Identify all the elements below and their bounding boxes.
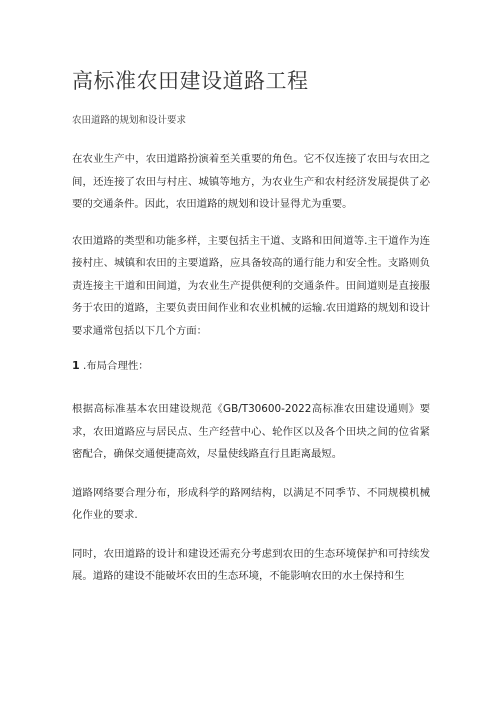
section-title: .布局合理性： (82, 360, 149, 372)
document-title: 高标准农田建设道路工程 (72, 69, 309, 93)
paragraph-standard: 根据高标准基本农田建设规范《GB/T30600-2022高标准农田建设通则》要求，农田道路应与居民点、生产经营中心、轮作区以及各个田块之间的位省紧密配合，确保交通便捷高效，尽量使线路直行且距离最短。 (72, 403, 430, 460)
paragraph-intro: 在农业生产中，农田道路扮演着至关重要的角色。它不仅连接了农田与农田之间，还连接了农田与村庄、城镇等地方，为农业生产和农村经济发展提供了必要的交通条件。因此，农田道路的规划和设计显得尤为重要。 (72, 153, 430, 210)
section-number: 1 (72, 359, 80, 372)
paragraph-network: 道路网络要合理分布，形成科学的路网结构，以满足不同季节、不同规模机械化作业的要求. (72, 486, 430, 521)
paragraph-road-types: 农田道路的类型和功能多样，主要包括主干道、支路和田间道等.主干道作为连接村庄、城镇和农田的主要道路，应具备较高的通行能力和安全性。支路则负责连接主干道和田间道，为农业生产提供便利的交通条件。田间道则是直接服务于农田的道路，主要负责田间作业和农业机械的运输.农田道路的规划和设计要求通常包括以下几个方面： (72, 234, 430, 337)
paragraph-ecology: 同时，农田道路的设计和建设还需充分考虑到农田的生态环境保护和可持续发展。道路的建设不能破坏农田的生态环境，不能影响农田的水土保持和生 (72, 547, 430, 582)
section-heading (72, 358, 430, 374)
document-subtitle: 农田道路的规划和设计要求 (72, 115, 187, 126)
